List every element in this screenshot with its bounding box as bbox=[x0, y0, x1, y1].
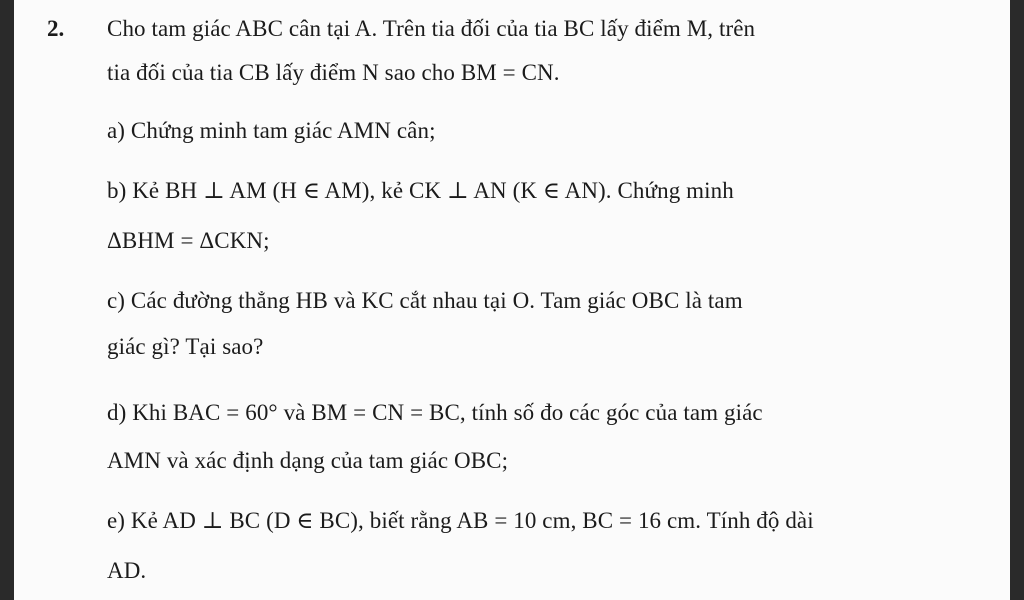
part-e-line-1: e) Kẻ AD ⊥ BC (D ∈ BC), biết rằng AB = 10 cm, BC = 16 cm. Tính độ dài bbox=[107, 508, 814, 533]
problem-number: 2. bbox=[47, 16, 65, 41]
part-e-line-2: AD. bbox=[107, 558, 147, 583]
part-a-line-1: a) Chứng minh tam giác AMN cân; bbox=[107, 118, 436, 143]
right-frame-border bbox=[1010, 0, 1024, 600]
intro-line-2: tia đối của tia CB lấy điểm N sao cho BM = CN. bbox=[107, 60, 560, 85]
part-c-line-1: c) Các đường thẳng HB và KC cắt nhau tại O. Tam giác OBC là tam bbox=[107, 288, 743, 313]
part-b-line-1: b) Kẻ BH ⊥ AM (H ∈ AM), kẻ CK ⊥ AN (K ∈ AN). Chứng minh bbox=[107, 178, 734, 203]
part-d-line-2: AMN và xác định dạng của tam giác OBC; bbox=[107, 448, 509, 473]
part-c-line-2: giác gì? Tại sao? bbox=[107, 334, 264, 359]
part-d-line-1: d) Khi BAC = 60° và BM = CN = BC, tính số đo các góc của tam giác bbox=[107, 400, 763, 425]
part-b-line-2: ΔBHM = ΔCKN; bbox=[107, 228, 270, 253]
document-page bbox=[14, 0, 1010, 600]
left-frame-border bbox=[0, 0, 14, 600]
intro-line-1: Cho tam giác ABC cân tại A. Trên tia đối của tia BC lấy điểm M, trên bbox=[107, 16, 756, 41]
